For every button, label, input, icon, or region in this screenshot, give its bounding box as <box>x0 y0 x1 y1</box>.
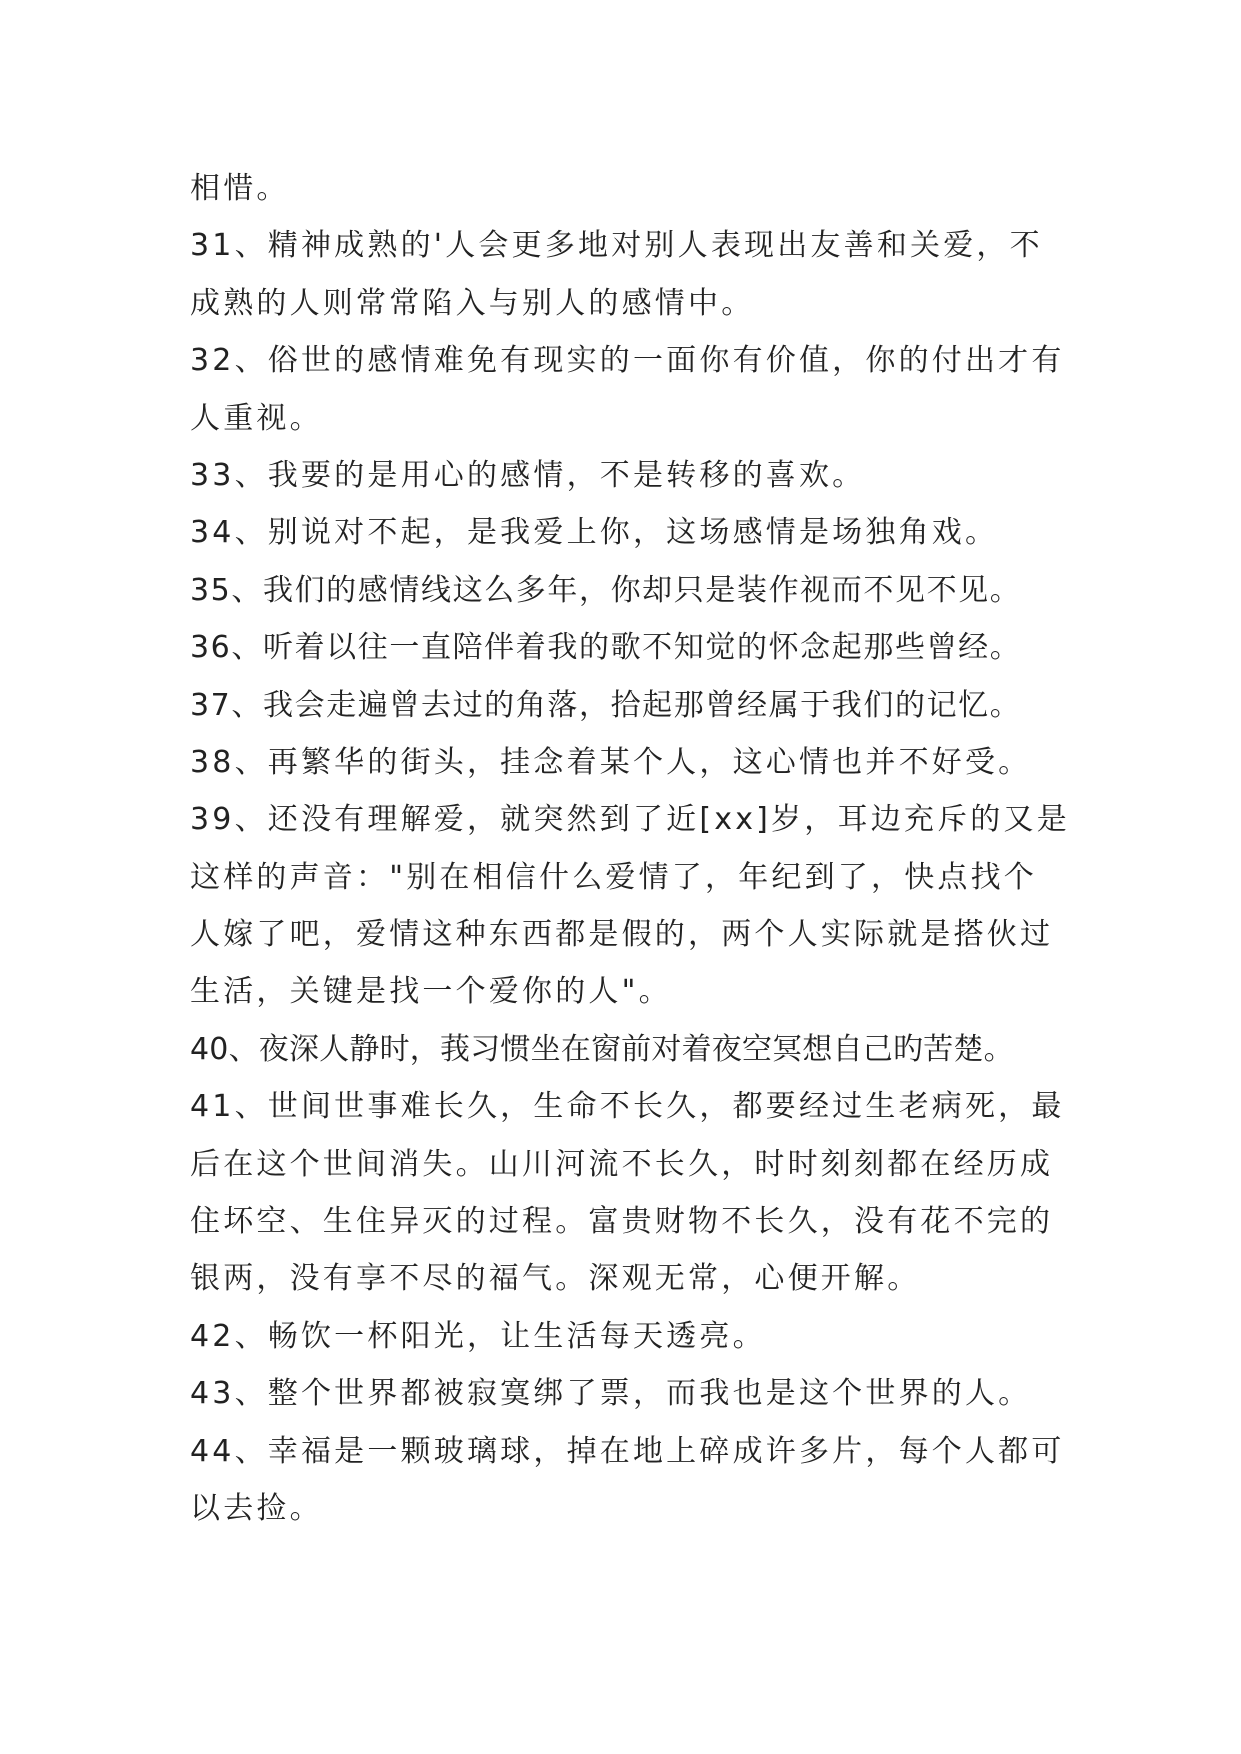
text-line: 35、我们的感情线这么多年，你却只是装作视而不见不见。 <box>190 572 1022 608</box>
text-line: 成熟的人则常常陷入与别人的感情中。 <box>190 285 755 321</box>
text-line: 44、幸福是一颗玻璃球，掉在地上碎成许多片，每个人都可 <box>190 1433 1065 1469</box>
text-line: 33、我要的是用心的感情，不是转移的喜欢。 <box>190 457 866 493</box>
text-line: 人重视。 <box>190 400 323 436</box>
text-line: 这样的声音："别在相信什么爱情了，年纪到了，快点找个 <box>190 859 1037 895</box>
text-line: 住坏空、生住异灭的过程。富贵财物不长久，没有花不完的 <box>190 1204 1054 1240</box>
text-line: 40、夜深人静时，莪习惯坐在窗前对着夜空冥想自己旳苦楚。 <box>190 1031 1014 1067</box>
text-line: 41、世间世事难长久，生命不长久，都要经过生老病死，最 <box>190 1089 1065 1125</box>
text-line: 相惜。 <box>190 171 290 206</box>
text-line: 银两，没有享不尽的福气。深观无常，心便开解。 <box>190 1261 921 1297</box>
text-line: 42、畅饮一杯阳光，让生活每天透亮。 <box>190 1318 766 1354</box>
text-line: 39、还没有理解爱，就突然到了近[xx]岁，耳边充斥的又是 <box>190 802 1070 838</box>
text-line: 34、别说对不起，是我爱上你，这场感情是场独角戏。 <box>190 515 999 551</box>
text-line: 38、再繁华的街头，挂念着某个人，这心情也并不好受。 <box>190 744 1032 780</box>
text-line: 43、整个世界都被寂寞绑了票，而我也是这个世界的人。 <box>190 1376 1032 1412</box>
text-line: 32、俗世的感情难免有现实的一面你有价值，你的付出才有 <box>190 343 1065 379</box>
text-line: 以去捡。 <box>190 1490 323 1526</box>
text-line: 31、精神成熟的'人会更多地对别人表现出友善和关爱，不 <box>190 228 1043 264</box>
text-line: 后在这个世间消失。山川河流不长久，时时刻刻都在经历成 <box>190 1146 1054 1182</box>
text-line: 37、我会走遍曾去过的角落，拾起那曾经属于我们的记忆。 <box>190 687 1022 723</box>
text-line: 生活，关键是找一个爱你的人"。 <box>190 974 672 1010</box>
document-body <box>190 160 1070 1537</box>
text-line: 36、听着以往一直陪伴着我的歌不知觉的怀念起那些曾经。 <box>190 630 1022 666</box>
text-line: 人嫁了吧，爱情这种东西都是假的，两个人实际就是搭伙过 <box>190 917 1054 953</box>
